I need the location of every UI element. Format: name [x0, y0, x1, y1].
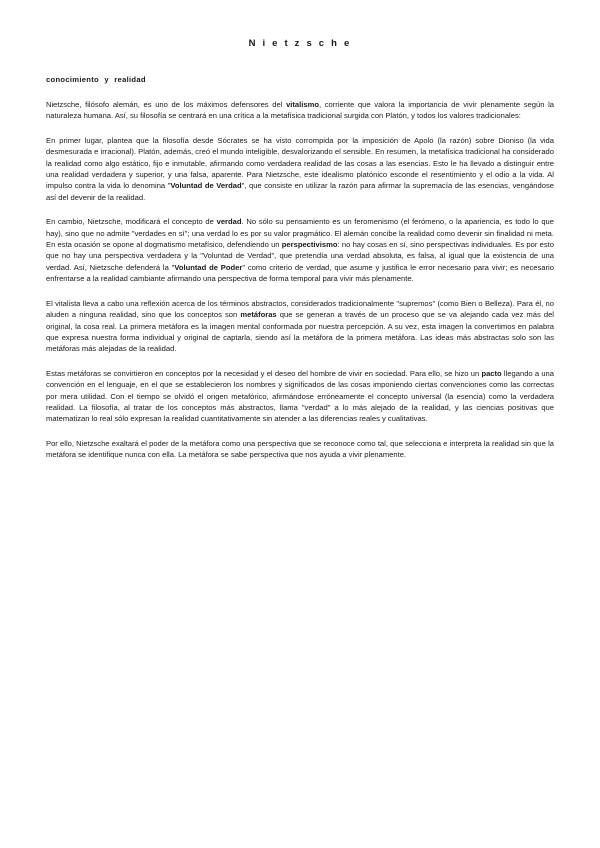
- text-run: que se generan a través de un proceso que se va alejando cada vez más del original, la cosa real. La primera metáfora es la imagen mental conformada por nuestra percepción. A su vez, esta imagen la convertimos en palabra que expresa nuestra forma individual y original de captarla, siendo así la metáfora de la primera metáfora. Las ideas más abstractas solo son las metáforas más alejadas de la realidad.: [46, 310, 554, 354]
- paragraph: [46, 368, 554, 425]
- bold-term: vitalismo: [286, 100, 319, 109]
- text-run: , corriente que valora la importancia de vivir plenamente según la naturaleza humana. Así, su filosofía se centrará en una crítica a la metafísica tradicional surgida con Platón, y todos los valores tradicionales:: [46, 100, 554, 121]
- bold-term: verdad: [216, 217, 242, 227]
- text-run: : no hay cosas en sí, sino perspectivas individuales. Es por esto que no hay una perspectiva verdadera y la "Voluntad de Verdad", que pretendía una verdad absoluta, es falsa, al igual que la existencia de una verdad. Así, Nietzsche defenderá la ": [46, 240, 554, 272]
- paragraph: [46, 298, 554, 355]
- text-run: En cambio, Nietzsche, modificará el concepto de: [46, 217, 217, 227]
- bold-term: pacto: [481, 368, 502, 378]
- bold-term: Voluntad de Poder: [174, 262, 243, 272]
- text-run: ", que consiste en utilizar la razón para afirmar la supremacía de las esencias, vengándose así del devenir de la realidad.: [46, 181, 554, 202]
- text-run: En primer lugar, plantea que la filosofía desde Sócrates se ha visto corrompida por la imposición de Apolo (la razón) sobre Dioniso (la vida desmesurada e irracional). Platón, además, creó el mundo inteligible, desvalorizando el sensible. En resumen, la metafísica tradicional ha considerado la realidad como algo estático, fijo e inmutable, afirmando como verdadera realidad de las cosas a las esencias. Esto le ha llevado a distinguir entre una realidad verdadera y superior, y una falsa, aparente. Para Nietzsche, este idealismo platónico esconde el resentimiento y el odio a la vida. Al impulso contra la vida lo denomina ": [46, 135, 554, 191]
- paragraph: [46, 216, 554, 284]
- bold-term: metáforas: [240, 310, 277, 320]
- text-run: . No sólo su pensamiento es un feromenismo (el ferómeno, o la apariencia, es todo lo que hay), sino que no admite "verdades en sí"; una verdad lo es por su valor pragmático. El alemán concibe la realidad como devenir sin finalidad ni meta. En esta ocasión se opone al dogmatismo metafísico, defendiendo un: [46, 217, 554, 250]
- paragraph: [46, 135, 554, 203]
- text-run: llegando a una convención en el lenguaje, en el que se establecieron los nombres y significados de las cosas imponiendo ciertas convenciones como las correctas por mera utilidad. Con el tiempo se olvidó el origen metafórico, afirmándose erróneamente el concepto universal (la esencia) como la verdadera realidad. La filosofía, al tratar de los conceptos más abstractos, llama "verdad" a lo más alejado de la realidad, y las ciencias positivas que matematizan lo real sólo expresan la realidad cuantitativamente sin atender a las diferencias reales y cualitativas.: [46, 368, 555, 424]
- text-run: " como criterio de verdad, que asume y justifica le error necesario para vivir; es necesario enfrentarse a la realidad cambiante afirmando una perspectiva de forma temporal para vivir más plenamente.: [46, 262, 554, 284]
- paragraph: [46, 99, 554, 122]
- document-body: [46, 99, 554, 461]
- bold-term: Voluntad de Verdad: [170, 181, 242, 191]
- section-subtitle: conocimiento y realidad: [46, 75, 146, 84]
- text-run: Por ello, Nietzsche exaltará el poder de la metáfora como una perspectiva que se reconoce como tal, que selecciona e interpreta la realidad sin que la metáfora se identifique nunca con ella. La metáfora se sabe perspectiva que nos ayuda a vivir plenamente.: [46, 438, 554, 460]
- bold-term: perspectivismo: [281, 240, 338, 250]
- document-title: N i e t z s c h e: [248, 38, 352, 49]
- text-run: Estas metáforas se convirtieron en conceptos por la necesidad y el deseo del hombre de vivir en sociedad. Para ello, se hizo un: [46, 368, 482, 378]
- paragraph: [46, 438, 554, 461]
- text-run: Nietzsche, filósofo alemán, es uno de los máximos defensores del: [46, 100, 287, 109]
- text-run: El vitalista lleva a cabo una reflexión acerca de los términos abstractos, considerados tradicionalmente "supremos" (como Bien o Belleza). Para él, no aluden a ninguna realidad, sino que los conceptos son: [46, 298, 554, 320]
